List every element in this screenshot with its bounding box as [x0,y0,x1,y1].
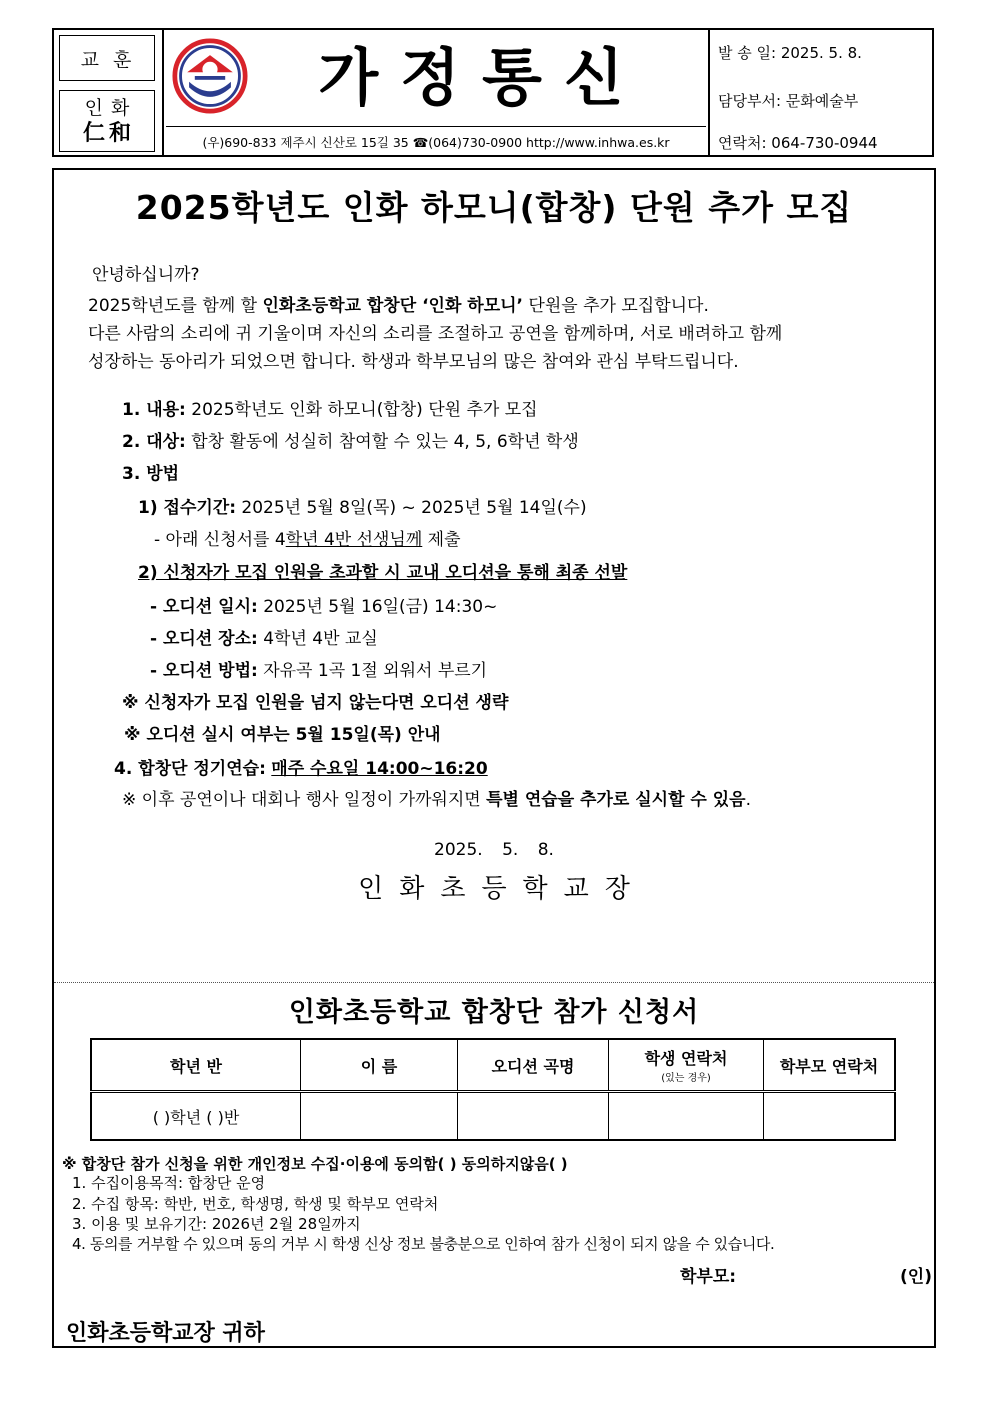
item-content-label: 1. 내용: [122,400,186,420]
audition-place [150,624,378,649]
intro-text: 2025학년도를 함께 할 [88,296,263,316]
application-table [90,1038,896,1141]
item-content [122,395,538,420]
note-special-end: . [745,790,751,810]
department: 담당부서: 문화예술부 [718,92,859,110]
item-practice-label: 4. 합창단 정기연습: [114,759,266,779]
send-info-panel [708,30,934,155]
col-student-contact-label: 학생 연락처 [644,1049,728,1068]
intro-choir-name: 인화초등학교 합창단 ‘인화 하모니’ [262,296,524,316]
note-skip-text: ※ 신청자가 모집 인원을 넘지 않는다면 오디션 생략 [122,693,509,713]
intro-text-end: 단원을 추가 모집합니다. [523,296,709,316]
consent-item: 1. 수집이용목적: 합창단 운영 [72,1174,266,1192]
audition-place-label: - 오디션 장소: [150,629,258,649]
addressee: 인화초등학교장 귀하 [66,1321,265,1346]
method-period [138,493,587,518]
col-parent-contact: 학부모 연락처 [764,1039,896,1092]
table-header-row [91,1039,895,1092]
method-submit [154,525,461,550]
body-line-2: 성장하는 동아리가 되었으면 합니다. 학생과 학부모님의 많은 참여와 관심 부탁드립니다. [88,352,739,372]
parent-seal: (인) [900,1267,932,1287]
intro-line [88,291,709,316]
notice-date: 2025. 5. 8. [434,840,554,860]
col-song: 오디션 곡명 [458,1039,609,1092]
table-row [91,1092,895,1141]
form-title: 인화초등학교 합창단 참가 신청서 [288,997,700,1028]
item-target-label: 2. 대상: [122,432,186,452]
newsletter-header [52,28,934,157]
selection-text: 2) 신청자가 모집 인원을 초과할 시 교내 오디션을 통해 최종 선발 [138,563,628,583]
consent-statement: ※ 합창단 참가 신청을 위한 개인정보 수집·이용에 동의함( ) 동의하지않음( ) [62,1155,568,1173]
col-grade-class: 학년 반 [91,1039,301,1092]
item-target-text: 합창 활동에 성실히 참여할 수 있는 4, 5, 6학년 학생 [185,432,579,452]
motto-label: 교훈 [59,35,155,81]
parent-contact-cell[interactable] [764,1092,896,1141]
school-logo-icon [172,38,248,114]
item-method [122,459,179,484]
grade-class-cell[interactable]: ( )학년 ( )반 [91,1092,301,1141]
item-target [122,427,579,452]
audition-place-value: 4학년 4반 교실 [257,629,378,649]
consent-item: 3. 이용 및 보유기간: 2026년 2월 28일까지 [72,1215,361,1233]
school-address: (우)690-833 제주시 신산로 15길 35 ☎(064)730-0900 http://www.inhwa.es.kr [166,126,706,151]
cut-line [54,982,934,983]
audition-date-label: - 오디션 일시: [150,597,258,617]
col-name: 이 름 [301,1039,458,1092]
submit-text: - 아래 신청서를 4 [154,530,286,550]
newsletter-title: 가정통신 [318,41,646,114]
method-selection [138,558,627,583]
motto-hanja: 仁和 [82,120,135,146]
consent-item: 2. 수집 항목: 학반, 번호, 학생명, 학생 및 학부모 연락처 [72,1195,439,1213]
send-date: 발 송 일: 2025. 5. 8. [718,44,862,62]
audition-method-value: 자유곡 1곡 1절 외워서 부르기 [257,661,488,681]
audition-date [150,592,497,617]
parent-signature-label: 학부모: [680,1267,737,1287]
audition-date-value: 2025년 5월 16일(금) 14:30~ [257,597,498,617]
contact-number: 연락처: 064-730-0944 [718,134,878,152]
title-panel [162,30,708,155]
submit-teacher: 학년 4반 선생님께 [285,530,423,550]
consent-item: 4. 동의를 거부할 수 있으며 동의 거부 시 학생 신상 정보 불충분으로 인하여 참가 신청이 되지 않을 수 있습니다. [72,1235,775,1253]
note-special-text: ※ 이후 공연이나 대회나 행사 일정이 가까워지면 [122,790,487,810]
method-period-text: 2025년 5월 8일(목) ~ 2025년 5월 14일(수) [236,498,587,518]
body-line-1: 다른 사람의 소리에 귀 기울이며 자신의 소리를 조절하고 공연을 함께하며, 서로 배려하고 함께 [88,324,783,344]
note-skip-audition [122,688,508,713]
item-method-label: 3. 방법 [122,464,180,484]
col-student-contact-note: (있는 경우) [661,1073,711,1084]
item-practice [114,754,488,779]
note-special-bold: 특별 연습을 추가로 실시할 수 있음 [486,790,746,810]
name-cell[interactable] [301,1092,458,1141]
greeting: 안녕하십니까? [92,265,200,285]
item-practice-time: 매주 수요일 14:00~16:20 [271,759,488,779]
submit-text-end: 제출 [422,530,461,550]
item-content-text: 2025학년도 인화 하모니(합창) 단원 추가 모집 [185,400,538,420]
principal-signature: 인화초등학교장 [358,874,646,904]
col-student-contact [609,1039,764,1092]
note-audition-notice [124,720,441,745]
song-cell[interactable] [458,1092,609,1141]
notice-title: 2025학년도 인화 하모니(합창) 단원 추가 모집 [135,188,853,227]
school-motto-panel [54,30,164,155]
audition-method [150,656,487,681]
audition-method-label: - 오디션 방법: [150,661,258,681]
motto-box [59,90,155,152]
note-special-practice [122,785,751,810]
student-contact-cell[interactable] [609,1092,764,1141]
motto-korean: 인화 [84,97,138,119]
note-notice-text: ※ 오디션 실시 여부는 5월 15일(목) 안내 [124,725,441,745]
method-period-label: 1) 접수기간: [138,498,237,518]
